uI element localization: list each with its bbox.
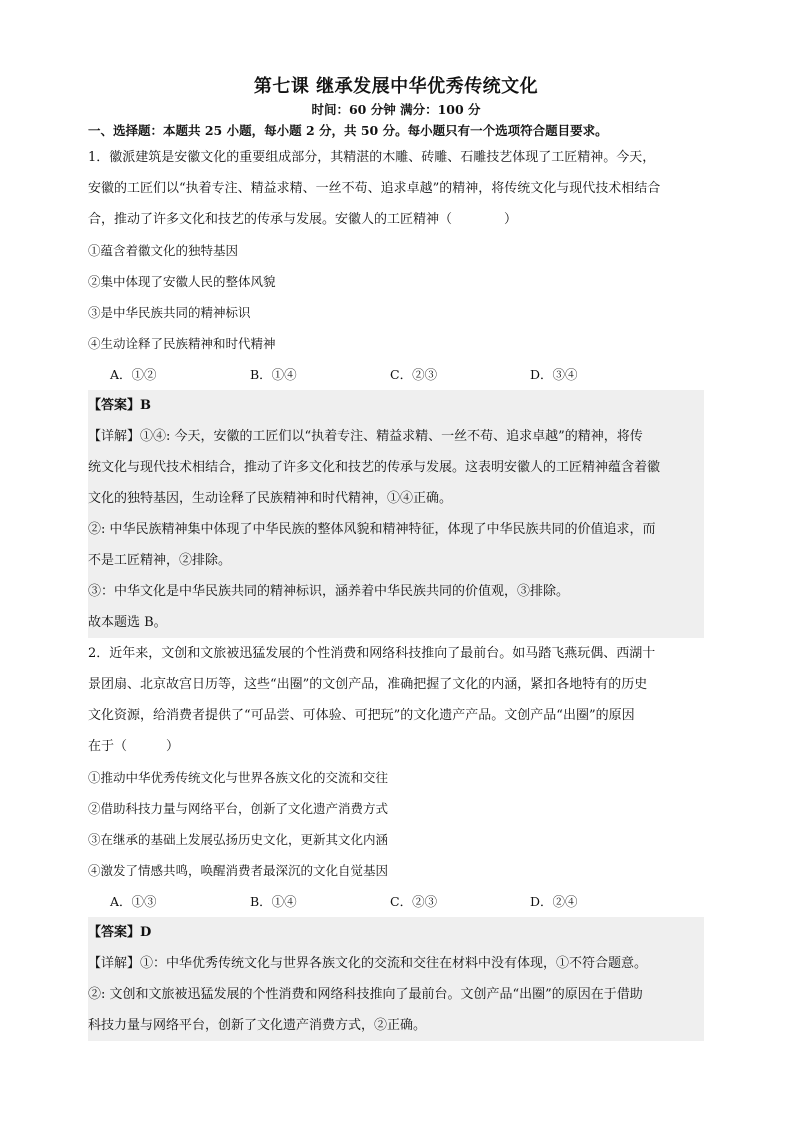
explanation-line: 科技力量与网络平台，创新了文化遗产消费方式，②正确。 [88,1018,427,1033]
explanation-line: 故本题选 B。 [88,615,167,630]
question-2 [88,638,704,1041]
question-1 [88,142,704,638]
choice-d: D．②④ [530,894,578,909]
answer-choices [88,886,704,917]
explanation-line: 文化的独特基因，生动诠释了民族精神和时代精神，①④正确。 [88,491,453,506]
explanation-line: ③：中华文化是中华民族共同的精神标识，涵养着中华民族共同的价值观，③排除。 [88,584,570,599]
statement-option: ④生动诠释了民族精神和时代精神 [88,336,276,351]
question-stem-line: 安徽的工匠们以“执着专注、精益求精、一丝不苟、追求卓越”的精神，将传统文化与现代技术相结合 [88,181,661,196]
statement-option: ③在继承的基础上发展弘扬历史文化，更新其文化内涵 [88,832,389,847]
choice-b: B．①④ [250,894,297,909]
explanation-line: ②: 中华民族精神集中体现了中华民族的整体风貌和精神特征，体现了中华民族共同的价值追求，而 [88,522,656,537]
answer-label: 【答案】D [88,925,152,940]
explanation-line: 【详解】①：中华优秀传统文化与世界各族文化的交流和交往在材料中没有体现，①不符合题意。 [88,956,648,971]
statement-option: ①推动中华优秀传统文化与世界各族文化的交流和交往 [88,770,389,785]
statement-option: ③是中华民族共同的精神标识 [88,305,251,320]
statement-option: ①蕴含着徽文化的独特基因 [88,243,239,258]
question-stem-line: 1．徽派建筑是安徽文化的重要组成部分，其精湛的木雕、砖雕、石雕技艺体现了工匠精神。今天， [88,150,656,165]
explanation-line: 统文化与现代技术相结合，推动了许多文化和技艺的传承与发展。这表明安徽人的工匠精神蕴含着徽 [88,460,661,475]
question-stem-line: 2．近年来，文创和文旅被迅猛发展的个性消费和网络科技推向了最前台。如马踏飞燕玩偶、西湖十 [88,646,656,661]
page-title: 第七课 继承发展中华优秀传统文化 [253,76,539,97]
statement-option: ②借助科技力量与网络平台，创新了文化遗产消费方式 [88,801,389,816]
choice-d: D．③④ [530,367,578,382]
explanation-line: 不是工匠精神，②排除。 [88,553,232,568]
question-stem-line: 在于（ ） [88,739,180,754]
statement-option: ②集中体现了安徽人民的整体风貌 [88,274,276,289]
exam-time-score: 时间：60 分钟 满分：100 分 [311,102,481,117]
question-stem-line: 文化资源，给消费者提供了“可品尝、可体验、可把玩”的文化遗产产品。文创产品“出圈”的原因 [88,708,635,723]
section-heading: 一、选择题：本题共 25 小题，每小题 2 分，共 50 分。每小题只有一个选项符合题目要求。 [88,123,608,138]
document-page [88,74,704,1041]
answer-choices [88,359,704,390]
explanation-line: ②: 文创和文旅被迅猛发展的个性消费和网络科技推向了最前台。文创产品“出圈”的原因在于借助 [88,987,643,1002]
answer-label: 【答案】B [88,398,151,413]
choice-a: A．①③ [110,894,157,909]
choice-b: B．①④ [250,367,297,382]
statement-option: ④激发了情感共鸣，唤醒消费者最深沉的文化自觉基因 [88,863,389,878]
question-stem-line: 合，推动了许多文化和技艺的传承与发展。安徽人的工匠精神（ ） [88,212,518,227]
answer-explanation-block [88,390,704,638]
answer-explanation-block [88,917,704,1041]
choice-a: A．①② [110,367,157,382]
choice-c: C．②③ [390,894,438,909]
question-stem-line: 景团扇、北京故宫日历等，这些“出圈”的文创产品，准确把握了文化的内涵，紧扣各地特有的历史 [88,677,648,692]
explanation-line: 【详解】①④: 今天，安徽的工匠们以“执着专注、精益求精、一丝不苟、追求卓越”的精神，将传 [88,429,643,444]
choice-c: C．②③ [390,367,438,382]
